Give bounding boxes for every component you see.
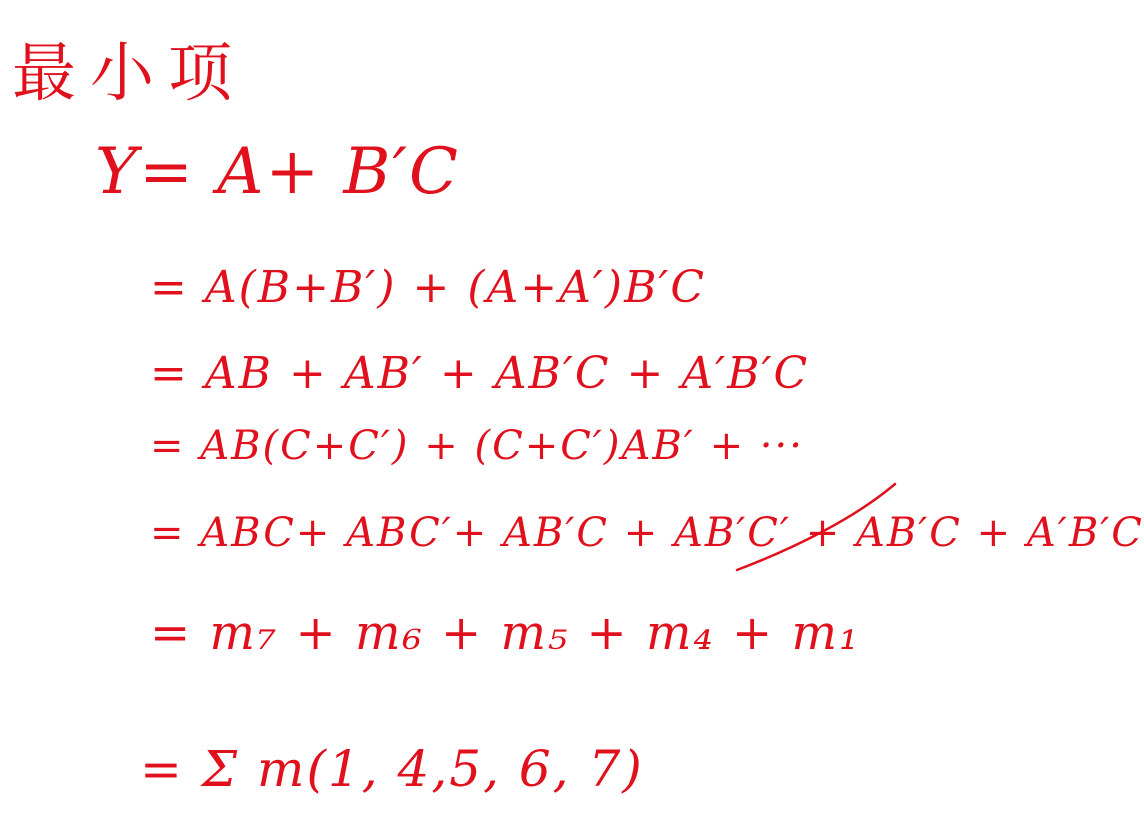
equation-line-0: Y= A+ B′C — [95, 135, 460, 209]
equation-line-2: = AB + AB′ + AB′C + A′B′C — [150, 348, 810, 399]
note-title: 最小项 — [12, 37, 246, 111]
equation-line-6: = Σ m(1, 4,5, 6, 7) — [140, 740, 644, 798]
equation-line-5: = m₇ + m₆ + m₅ + m₄ + m₁ — [150, 605, 861, 661]
equation-line-4: = ABC+ ABC′+ AB′C + AB′C′ + AB′C + A′B′C — [150, 510, 1144, 556]
equation-line-3: = AB(C+C′) + (C+C′)AB′ + ··· — [150, 423, 804, 469]
equation-line-1: = A(B+B′) + (A+A′)B′C — [150, 262, 707, 313]
strikethrough-mark — [735, 478, 905, 578]
